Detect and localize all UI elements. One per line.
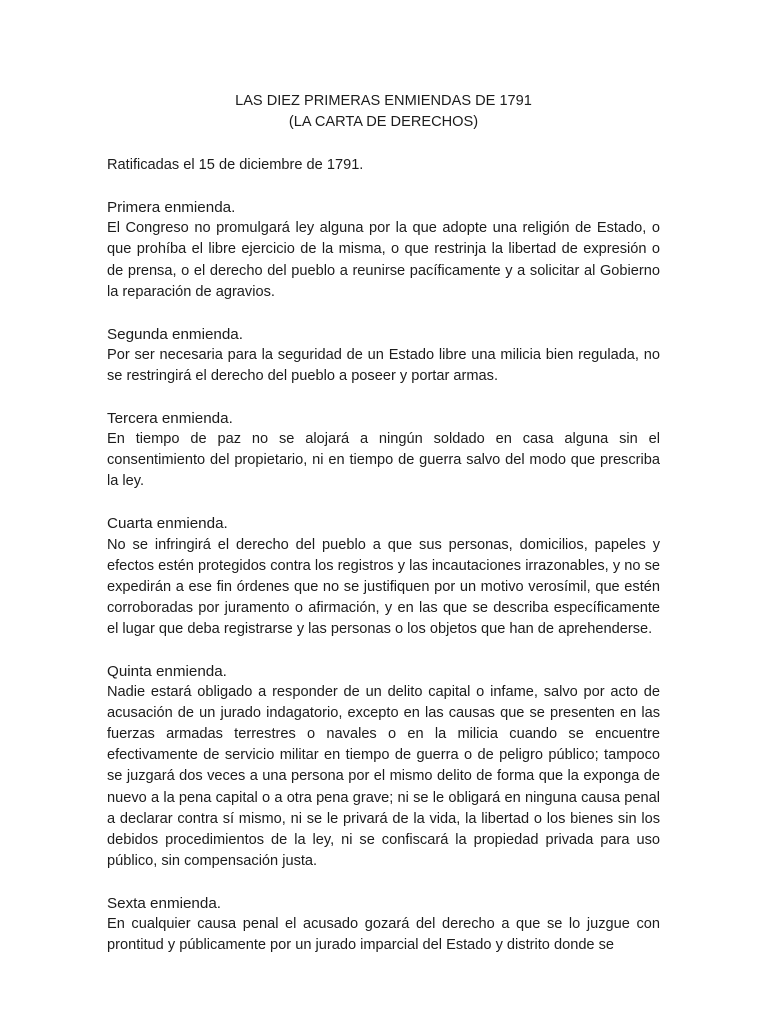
document-title xyxy=(107,91,660,133)
amendment-text: El Congreso no promulgará ley alguna por la que adopte una religión de Estado, o que prohíba el libre ejercicio de la misma, o que restrinja la libertad de expresión o de prensa, o el derecho del pueblo a reunirse pacíficamente y a solicitar al Gobierno la reparación de agravios. xyxy=(107,220,660,300)
amendment-text: No se infringirá el derecho del pueblo a que sus personas, domicilios, papeles y efectos estén protegidos contra los registros y las incautaciones irrazonables, y no se expedirán a ese fin órdenes que no se justifiquen por un motivo verosímil, que estén corroboradas por juramento o afirmación, y en las que se describa específicamente el lugar que deba registrarse y las personas o los objetos que han de aprehenderse. xyxy=(107,536,660,637)
amendment-text: En tiempo de paz no se alojará a ningún soldado en casa alguna sin el consentimiento del propietario, ni en tiempo de guerra salvo del modo que prescriba la ley. xyxy=(107,431,660,490)
amendment-text: En cualquier causa penal el acusado gozará del derecho a que se lo juzgue con prontitud y públicamente por un jurado imparcial del Estado y distrito donde se xyxy=(107,916,660,954)
amendment-section xyxy=(107,197,660,302)
ratification-date: Ratificadas el 15 de diciembre de 1791. xyxy=(107,157,364,174)
amendment-section xyxy=(107,513,660,640)
amendment-text: Por ser necesaria para la seguridad de un Estado libre una milicia bien regulada, no se restringirá el derecho del pueblo a poseer y portar armas. xyxy=(107,346,660,384)
amendment-section xyxy=(107,893,660,956)
amendment-heading: Primera enmienda. xyxy=(107,199,236,217)
amendment-section xyxy=(107,661,660,872)
document-page xyxy=(107,91,660,977)
amendment-section xyxy=(107,324,660,387)
amendment-heading: Tercera enmienda. xyxy=(107,410,233,428)
amendment-section xyxy=(107,408,660,492)
amendment-text: Nadie estará obligado a responder de un delito capital o infame, salvo por acto de acusación de un jurado indagatorio, excepto en las causas que se presenten en las fuerzas armadas terrestres o navales o en la milicia cuando se encuentre efectivamente de servicio militar en tiempo de guerra o de peligro público; tampoco se juzgará dos veces a una persona por el mismo delito de forma que la exponga de nuevo a la pena capital o a otra pena grave; ni se le obligará en ninguna causa penal a declarar contra sí mismo, ni se le privará de la vida, la libertad o los bienes sin los debidos procedimientos de la ley, ni se confiscará la propiedad privada para uso público, sin compensación justa. xyxy=(107,684,660,869)
title-line-1: LAS DIEZ PRIMERAS ENMIENDAS DE 1791 xyxy=(235,93,532,109)
amendment-heading: Cuarta enmienda. xyxy=(107,515,228,533)
amendment-heading: Sexta enmienda. xyxy=(107,894,221,912)
title-line-2: (LA CARTA DE DERECHOS) xyxy=(288,114,479,131)
amendment-heading: Segunda enmienda. xyxy=(107,325,243,343)
amendment-heading: Quinta enmienda. xyxy=(107,662,227,680)
